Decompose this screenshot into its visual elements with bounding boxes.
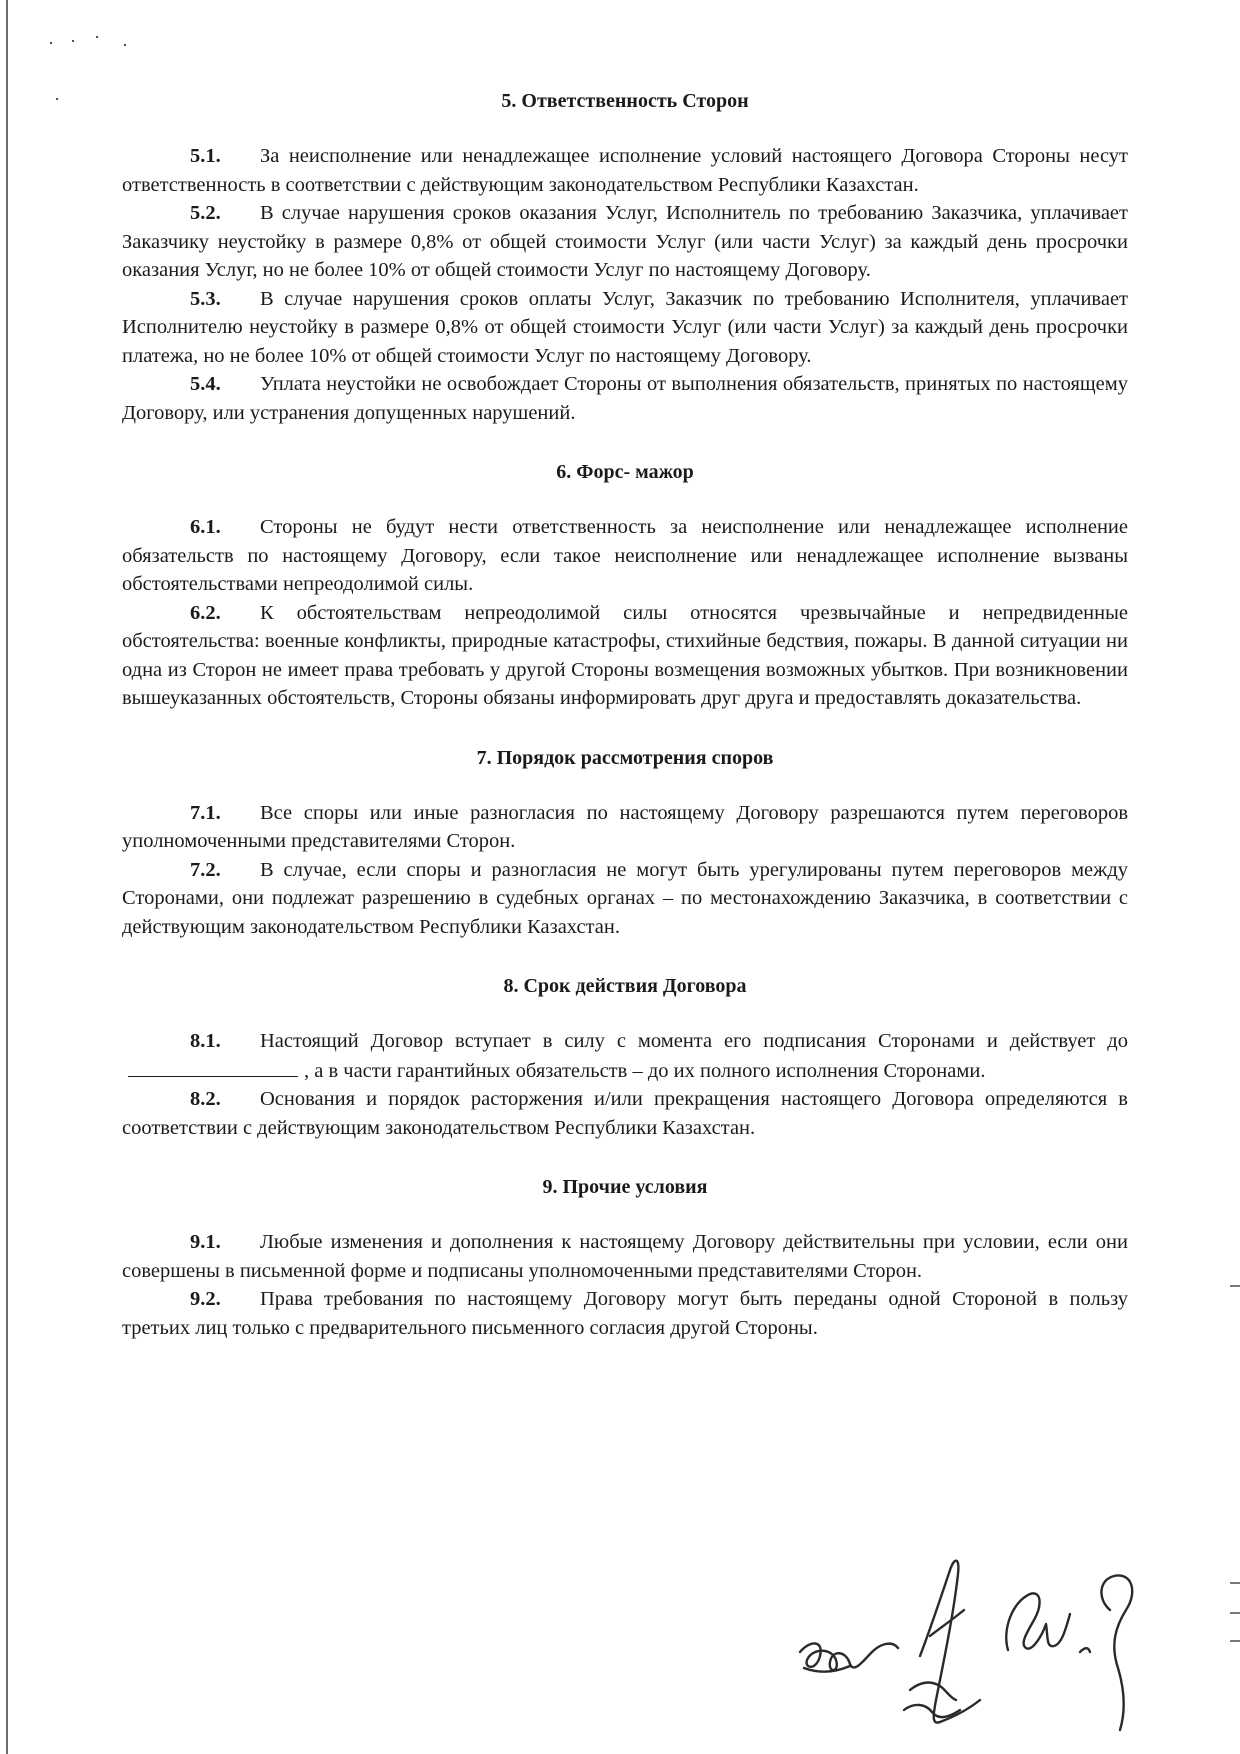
clause-8-2 xyxy=(122,1085,1128,1142)
clause-text: Любые изменения и дополнения к настоящему Договору действительны при условии, если они совершены в письменной форме и подписаны уполномоченными представителями Сторон. xyxy=(122,1231,1128,1282)
clause-text: В случае, если споры и разногласия не могут быть урегулированы путем переговоров между Сторонами, они подлежат разрешению в судебных органах – по местонахождению Заказчика, в соответствии с действующим законодательством Республики Казахстан. xyxy=(122,858,1128,938)
clause-number: 6.1. xyxy=(190,516,221,538)
clause-6-2 xyxy=(122,599,1128,713)
section-title: 8. Срок действия Договора xyxy=(503,975,747,997)
clause-9-1 xyxy=(122,1228,1128,1285)
section-spacer xyxy=(122,941,1128,971)
scan-speck xyxy=(56,98,58,100)
clause-9-2 xyxy=(122,1285,1128,1342)
section-9-other-terms xyxy=(122,1172,1128,1342)
clause-number: 9.1. xyxy=(190,1231,221,1253)
clause-number: 5.2. xyxy=(190,202,221,224)
clause-text: Стороны не будут нести ответственность за неисполнение или ненадлежащее исполнение обязательств по настоящему Договору, если такое неисполнение или ненадлежащее исполнение вызваны обстоятельствами непреодолимой силы. xyxy=(122,516,1128,595)
section-5-liability xyxy=(122,86,1128,427)
clause-5-3 xyxy=(122,285,1128,371)
clause-7-1 xyxy=(122,799,1128,856)
section-6-force-majeure xyxy=(122,457,1128,713)
clause-text: Права требования по настоящему Договору могут быть переданы одной Стороной в пользу третьих лиц только с предварительного письменного согласия другой Стороны. xyxy=(122,1288,1128,1339)
signature-stroke xyxy=(910,1683,956,1700)
signature-stroke xyxy=(904,1705,960,1717)
clause-number: 7.1. xyxy=(190,801,221,824)
clause-number: 5.1. xyxy=(190,145,221,167)
clause-number: 7.2. xyxy=(190,858,221,881)
scan-speck xyxy=(50,42,52,44)
section-8-term xyxy=(122,971,1128,1142)
clause-8-1 xyxy=(122,1027,1128,1085)
clause-number: 8.1. xyxy=(190,1030,221,1052)
clause-text: Настоящий Договор вступает в силу с момента его подписания Сторонами и действует до xyxy=(260,1030,1128,1052)
section-title: 9. Прочие условия xyxy=(542,1176,708,1198)
clause-text: , а в части гарантийных обязательств – до их полного исполнения Сторонами. xyxy=(304,1059,986,1082)
clause-number: 8.2. xyxy=(190,1088,221,1110)
signature-stroke xyxy=(1080,1648,1090,1652)
date-blank-line xyxy=(128,1056,298,1077)
handwritten-signatures xyxy=(780,1540,1160,1750)
scan-right-edge-mark xyxy=(1230,1582,1240,1584)
signature-stroke xyxy=(1006,1593,1070,1650)
clause-5-2 xyxy=(122,199,1128,285)
clause-text: Уплата неустойки не освобождает Стороны от выполнения обязательств, принятых по настоящему Договору, или устранения допущенных нарушений. xyxy=(122,373,1128,424)
clause-text: Основания и порядок расторжения и/или прекращения настоящего Договора определяются в соответствии с действующим законодательством Республики Казахстан. xyxy=(122,1088,1128,1139)
clause-text: За неисполнение или ненадлежащее исполнение условий настоящего Договора Стороны несут ответственность в соответствии с действующим законодательством Республики Казахстан. xyxy=(122,145,1128,196)
scan-speck xyxy=(72,40,74,42)
clause-7-2 xyxy=(122,856,1128,942)
scan-left-edge-line xyxy=(6,0,8,1754)
section-spacer xyxy=(122,1142,1128,1172)
section-spacer xyxy=(122,713,1128,743)
clause-number: 6.2. xyxy=(190,601,221,624)
clause-number: 5.3. xyxy=(190,287,221,310)
clause-text: К обстоятельствам непреодолимой силы относятся чрезвычайные и непредвиденные обстоятельства: военные конфликты, природные катастрофы, стихийные бедствия, пожары. В данной ситуации ни одна из Сторон не имеет права требовать у другой Стороны возмещения возможных убытков. При возникновении вышеуказанных обстоятельств, Стороны обязаны информировать друг друга и предоставлять доказательства. xyxy=(122,601,1128,709)
document-body xyxy=(122,86,1128,1342)
scan-speck xyxy=(124,44,126,46)
clause-text: В случае нарушения сроков оказания Услуг, Исполнитель по требованию Заказчика, уплачивает Заказчику неустойку в размере 0,8% от общей стоимости Услуг (или части Услуг) за каждый день просрочки оказания Услуг, но не более 10% от общей стоимости Услуг по настоящему Договору. xyxy=(122,202,1128,281)
scan-speck xyxy=(96,36,98,38)
scan-right-edge-mark xyxy=(1230,1612,1240,1614)
signature-stroke xyxy=(920,1561,980,1723)
section-spacer xyxy=(122,427,1128,457)
clause-text: В случае нарушения сроков оплаты Услуг, Заказчик по требованию Исполнителя, уплачивает Исполнителю неустойку в размере 0,8% от общей стоимости Услуг (или части Услуг) за каждый день просрочки платежа, но не более 10% от общей стоимости Услуг по настоящему Договору. xyxy=(122,287,1128,367)
clause-5-4 xyxy=(122,370,1128,427)
section-7-disputes xyxy=(122,743,1128,942)
section-title: 6. Форс- мажор xyxy=(556,461,694,483)
section-title: 5. Ответственность Сторон xyxy=(501,90,749,112)
section-title: 7. Порядок рассмотрения споров xyxy=(476,746,774,769)
clause-number: 5.4. xyxy=(190,373,221,395)
clause-5-1 xyxy=(122,142,1128,199)
clause-text: Все споры или иные разногласия по настоящему Договору разрешаются путем переговоров уполномоченными представителями Сторон. xyxy=(122,801,1128,852)
scan-right-edge-mark xyxy=(1230,1285,1240,1287)
clause-number: 9.2. xyxy=(190,1288,221,1310)
signature-stroke xyxy=(1101,1575,1132,1730)
clause-6-1 xyxy=(122,513,1128,599)
scan-right-edge-mark xyxy=(1230,1640,1240,1642)
